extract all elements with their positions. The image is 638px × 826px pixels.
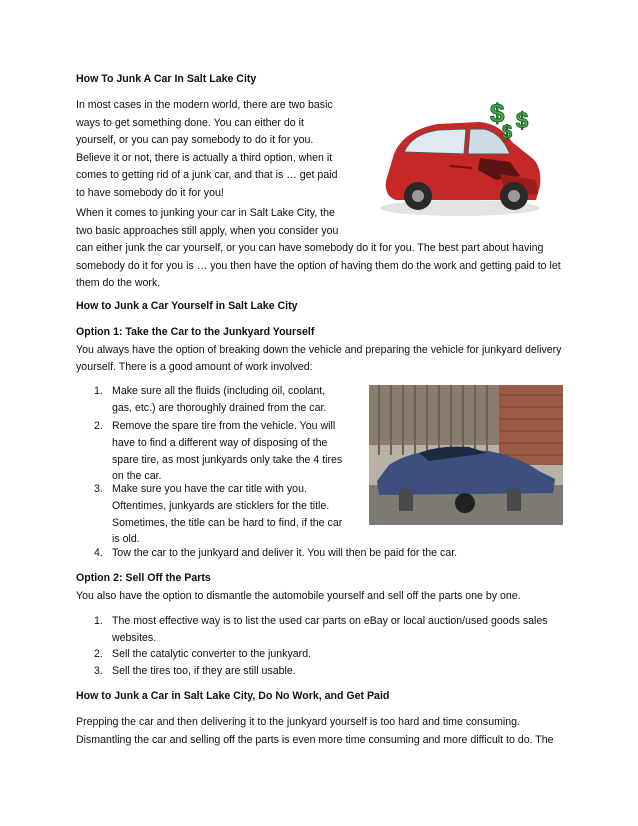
text-line: Dismantling the car and selling off the parts is even more time consuming and more difficult to do. The <box>76 733 554 746</box>
final-paragraph <box>76 714 554 749</box>
dollar-sign: $ <box>490 98 505 128</box>
text-line: You also have the option to dismantle the automobile yourself and sell off the parts one by one. <box>76 589 521 602</box>
text-line: two basic approaches still apply, when you consider you <box>76 224 339 237</box>
text-line: them do the work. <box>76 277 161 289</box>
text-line: have to find a different way of disposing of the <box>112 436 328 449</box>
text-line: Believe it or not, there is actually a third option, when it <box>76 151 333 164</box>
list-number: 1. <box>94 615 103 627</box>
text-line: gas, etc.) are thoroughly drained from the car. <box>112 401 327 414</box>
text-line: on the car. <box>112 470 162 483</box>
text-line: spare tire, as most junkyards only take the 4 tires <box>112 453 343 466</box>
option-1-heading: Option 1: Take the Car to the Junkyard Yourself <box>76 326 315 338</box>
text-line: Oftentimes, junkyards are sticklers for the title. <box>112 499 330 512</box>
text-line: Make sure you have the car title with you. <box>112 483 307 495</box>
list-number: 2. <box>94 648 103 660</box>
text-line: websites. <box>112 631 157 644</box>
intro-paragraph <box>76 97 337 202</box>
dollar-sign: $ <box>516 108 529 133</box>
text-line: comes to getting rid of a junk car, and that is … get paid <box>76 169 338 181</box>
document-title: How To Junk A Car In Salt Lake City <box>76 73 257 85</box>
text-line: Remove the spare tire from the vehicle. You will <box>112 420 336 432</box>
text-line: somebody do it for you is … you then have the option of having them do the work and getting paid to let <box>76 259 561 272</box>
text-line: Sometimes, the title can be hard to find, if the car <box>112 516 343 529</box>
text-line: Make sure all the fluids (including oil, coolant, <box>112 385 326 397</box>
option-1-block <box>76 324 561 377</box>
text-line: In most cases in the modern world, there are two basic <box>76 99 333 111</box>
option-2-heading: Option 2: Sell Off the Parts <box>76 572 211 584</box>
list-number: 3. <box>94 483 103 495</box>
text-line: ways to get something done. You can either do it <box>76 116 304 129</box>
text-line: Prepping the car and then delivering it to the junkyard yourself is too hard and time consuming. <box>76 716 521 728</box>
blue-car-on-jacks-image <box>369 385 563 525</box>
option-2-block <box>76 570 521 605</box>
text-line: Sell the catalytic converter to the junkyard. <box>112 648 312 660</box>
list-number: 1. <box>94 385 103 397</box>
text-line: Sell the tires too, if they are still usable. <box>112 665 296 677</box>
section-heading: How to Junk a Car Yourself in Salt Lake City <box>76 300 298 312</box>
text-line: When it comes to junking your car in Salt Lake City, the <box>76 207 335 219</box>
text-line: You always have the option of breaking down the vehicle and preparing the vehicle for junkyard delivery <box>76 343 562 356</box>
text-line: yourself, or you can pay somebody to do it for you. <box>76 134 314 146</box>
list-number: 2. <box>94 420 103 432</box>
list-number: 3. <box>94 665 103 677</box>
text-line: The most effective way is to list the used car parts on eBay or local auction/used goods sales <box>112 615 548 627</box>
text-line: yourself. There is a good amount of work involved: <box>76 361 313 373</box>
second-paragraph <box>76 205 561 293</box>
section-heading: How to Junk a Car in Salt Lake City, Do No Work, and Get Paid <box>76 690 390 702</box>
text-line: Tow the car to the junkyard and deliver it. You will then be paid for the car. <box>112 547 458 559</box>
dollar-sign: $ <box>502 122 513 142</box>
text-line: is old. <box>112 533 140 546</box>
text-line: can either junk the car yourself, or you can have somebody do it for you. The best part about having <box>76 242 544 254</box>
text-line: to have somebody do it for you! <box>76 186 224 199</box>
list-number: 4. <box>94 547 103 559</box>
